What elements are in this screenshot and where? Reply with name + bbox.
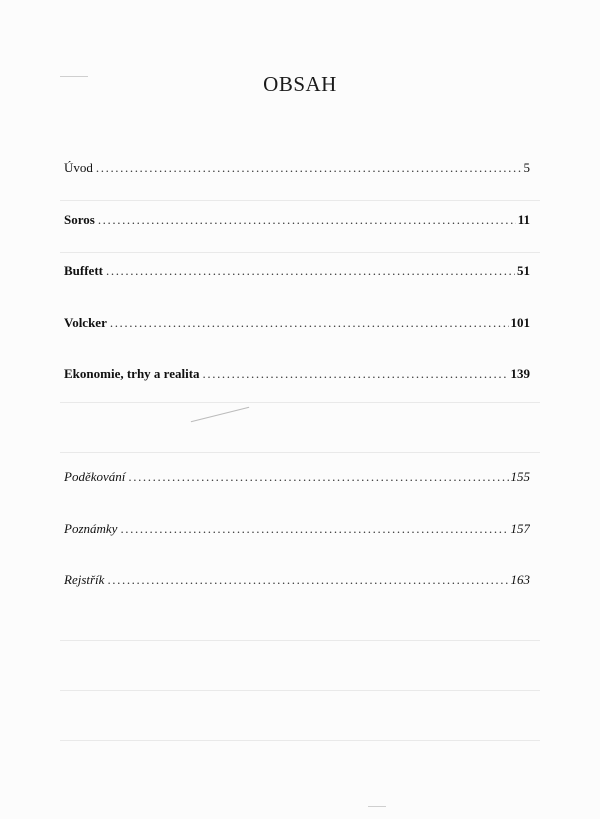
dot-leader [107,572,508,588]
toc-entry-label: Volcker [64,315,107,330]
toc-entry-page: 157 [510,521,530,536]
toc-entry-label: Buffett [64,263,103,278]
toc-entry-ekonomie [64,366,530,382]
toc-entry-page: 5 [523,160,530,175]
show-through-line [60,200,540,201]
toc-entry-buffett [64,263,530,279]
toc-entry-page: 11 [517,212,530,227]
page-title: OBSAH [263,72,337,96]
toc-entry-page: 163 [510,572,530,587]
show-through-line [60,452,540,453]
toc-entry-soros [64,212,530,228]
toc-entry-podekovani [64,469,530,485]
dot-leader [106,263,515,279]
toc-entry-label: Rejstřík [64,572,105,587]
dot-leader [110,315,509,331]
dot-leader [98,212,516,228]
scan-mark [191,407,249,422]
toc-entry-label: Poděkování [64,469,126,484]
toc-entry-page: 51 [517,263,530,278]
scan-mark [368,806,386,807]
dot-leader [120,521,508,537]
show-through-line [60,252,540,253]
show-through-line [60,740,540,741]
toc-entry-rejstrik [64,572,530,588]
dot-leader [203,366,509,382]
toc-entry-page: 155 [510,469,530,484]
show-through-line [60,640,540,641]
show-through-line [60,402,540,403]
show-through-line [60,690,540,691]
toc-entry-poznamky [64,521,530,537]
toc-entry-label: Ekonomie, trhy a realita [64,366,200,381]
toc-entry-label: Soros [64,212,95,227]
toc-entry-page: 101 [510,315,530,330]
toc-entry-volcker [64,315,530,331]
toc-entry-label: Poznámky [64,521,118,536]
toc-entry-label: Úvod [64,160,93,175]
toc-entry-uvod [64,160,530,176]
dot-leader [128,469,508,485]
dot-leader [96,160,522,176]
toc-entry-page: 139 [510,366,530,381]
